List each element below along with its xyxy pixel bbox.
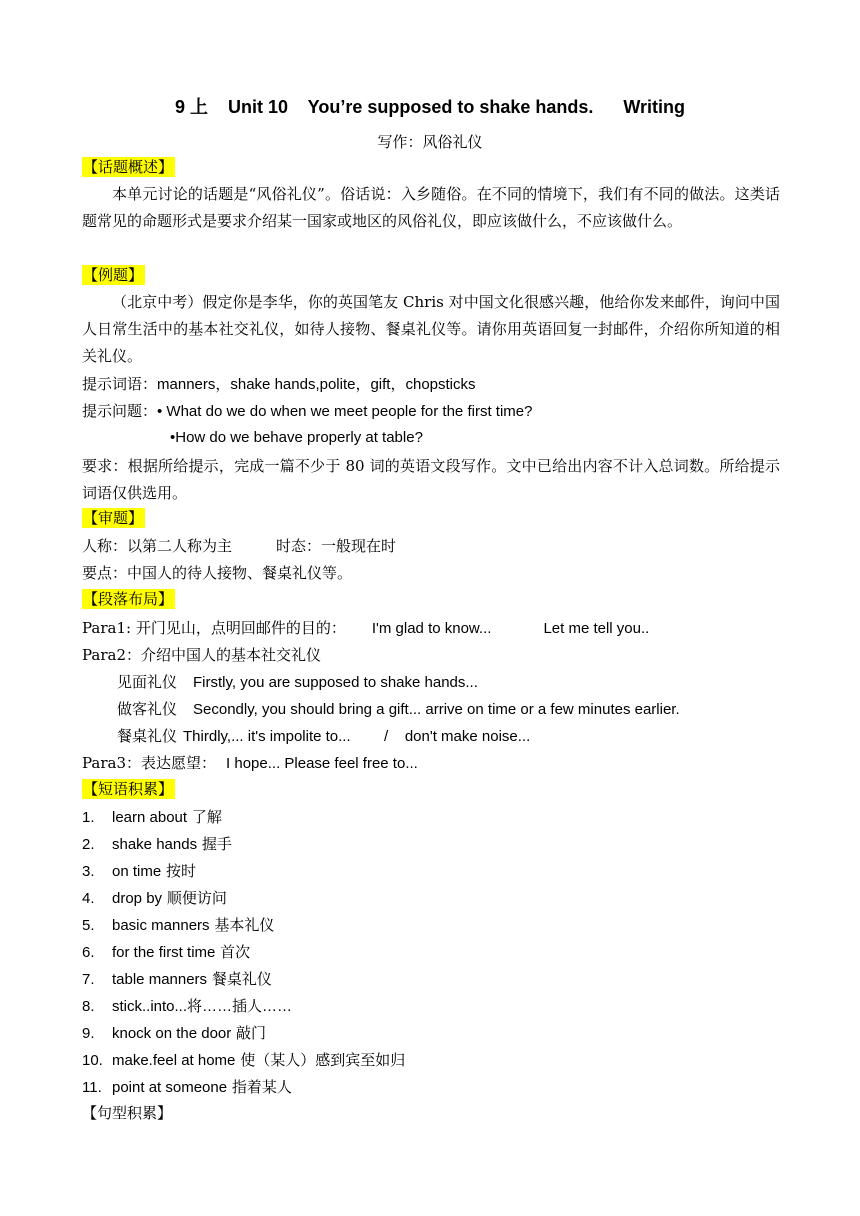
phrase-en: table manners — [112, 971, 208, 988]
phrase-en: shake hands — [112, 836, 198, 853]
para1-example-b: Let me tell you.. — [543, 620, 650, 637]
phrase-item: 10. make.feel at home 使（某人）感到宾至如归 — [82, 1051, 406, 1069]
section-heading: 【例题】 — [83, 266, 144, 284]
phrase-zh: 餐桌礼仪 — [211, 970, 272, 988]
phrase-zh: 按时 — [165, 862, 196, 880]
section-topic-overview — [82, 157, 175, 177]
section-example — [82, 265, 145, 285]
para2-item — [117, 699, 680, 720]
para2-item-text: Thirdly,... it's impolite to... / don't make noise... — [183, 728, 531, 745]
para2-item-label: 餐桌礼仪 — [117, 727, 178, 745]
hint-questions-label: 提示问题： — [82, 402, 158, 420]
phrase-zh: 了解 — [191, 808, 222, 826]
phrase-zh: 顺便访问 — [166, 889, 227, 907]
phrase-item: 2. shake hands 握手 — [82, 835, 232, 853]
section-heading: 【审题】 — [83, 509, 144, 527]
section-heading: 【短语积累】 — [83, 780, 174, 798]
phrase-item: 5. basic manners 基本礼仪 — [82, 916, 275, 934]
para3-text: I hope... Please feel free to... — [226, 755, 418, 772]
phrase-en: knock on the door — [112, 1025, 232, 1042]
para2-item-label: 做客礼仪 — [117, 700, 178, 718]
section-layout — [82, 589, 175, 609]
hint-words-line — [82, 374, 476, 395]
phrase-en: make.feel at home — [112, 1052, 236, 1069]
person-tense-line — [82, 536, 396, 556]
phrase-item: 11. point at someone 指着某人 — [82, 1078, 292, 1096]
para2-item — [117, 726, 530, 747]
para2-item-text: Secondly, you should bring a gift... arrive on time or a few minutes earlier. — [193, 701, 680, 718]
example-paragraph: （北京中考）假定你是李华，你的英国笔友 Chris 对中国文化很感兴趣，他给你发来邮件，询问中国人日常生活中的基本社交礼仪，如待人接物、餐桌礼仪等。请你用英语回复一封邮件，介绍你所知道的相关礼仪。 — [82, 293, 780, 365]
para2-item-label: 见面礼仪 — [117, 673, 178, 691]
section-heading: 【段落布局】 — [83, 590, 174, 608]
page-title: 9 上 Unit 10 You’re supposed to shake hands. Writing — [174, 97, 686, 117]
phrase-en: for the first time — [112, 944, 216, 961]
overview-paragraph: 本单元讨论的话题是“风俗礼仪”。俗话说：入乡随俗。在不同的情境下，我们有不同的做法。这类话题常见的命题形式是要求介绍某一国家或地区的风俗礼仪，即应该做什么，不应该做什么。 — [82, 185, 780, 230]
phrase-en: learn about — [112, 809, 188, 826]
para1-line — [82, 618, 649, 639]
para2-label: Para2：介绍中国人的基本社交礼仪 — [82, 646, 322, 664]
section-sentences: 【句型积累】 — [82, 1104, 173, 1122]
phrase-en: basic manners — [112, 917, 210, 934]
hint-words: manners，shake hands,polite，gift，chopsticks — [157, 376, 476, 393]
para2-item — [117, 672, 478, 693]
phrase-zh: 敲门 — [236, 1024, 267, 1042]
section-phrases — [82, 779, 175, 799]
phrase-item: 7. table manners 餐桌礼仪 — [82, 970, 272, 988]
phrase-item: 4. drop by 顺便访问 — [82, 889, 227, 907]
phrase-en: point at someone — [112, 1079, 228, 1096]
requirement-paragraph: 要求：根据所给提示，完成一篇不少于 80 词的英语文段写作。文中已给出内容不计入总词数。所给提示词语仅供选用。 — [82, 457, 780, 502]
phrase-zh: 使（某人）感到宾至如归 — [240, 1051, 406, 1069]
section-heading: 【话题概述】 — [83, 158, 174, 176]
phrase-item: 6. for the first time 首次 — [82, 943, 251, 961]
phrase-item: 9. knock on the door 敲门 — [82, 1024, 267, 1042]
phrase-en: on time — [112, 863, 162, 880]
page-subtitle: 写作：风俗礼仪 — [377, 133, 483, 151]
phrase-item: 3. on time 按时 — [82, 862, 196, 880]
hint-question-2: •How do we behave properly at table? — [170, 429, 423, 446]
para3-line — [82, 753, 418, 774]
phrase-item: 8. stick..into...将……插人…… — [82, 998, 293, 1015]
tense-text: 时态：一般现在时 — [276, 537, 397, 555]
hint-question-1: • What do we do when we meet people for the first time? — [157, 403, 533, 420]
phrase-en: drop by — [112, 890, 163, 907]
hint-question-1-line — [82, 401, 532, 422]
para2-item-text: Firstly, you are supposed to shake hands... — [193, 674, 478, 691]
para1-label: Para1: 开门见山，点明回邮件的目的： — [82, 619, 346, 637]
key-points: 要点：中国人的待人接物、餐桌礼仪等。 — [82, 564, 353, 582]
hint-words-label: 提示词语： — [82, 375, 158, 393]
phrase-zh: 握手 — [201, 835, 232, 853]
phrase-zh: 首次 — [220, 943, 251, 961]
phrase-en: stick..into...将……插人…… — [112, 998, 293, 1015]
para3-label: Para3：表达愿望： — [82, 754, 217, 772]
person-text: 人称：以第二人称为主 — [82, 537, 233, 555]
phrase-item: 1. learn about 了解 — [82, 808, 222, 826]
para1-example-a: I'm glad to know... — [371, 620, 492, 637]
section-analysis — [82, 508, 145, 528]
phrase-zh: 基本礼仪 — [214, 916, 275, 934]
phrase-zh: 指着某人 — [231, 1078, 292, 1096]
